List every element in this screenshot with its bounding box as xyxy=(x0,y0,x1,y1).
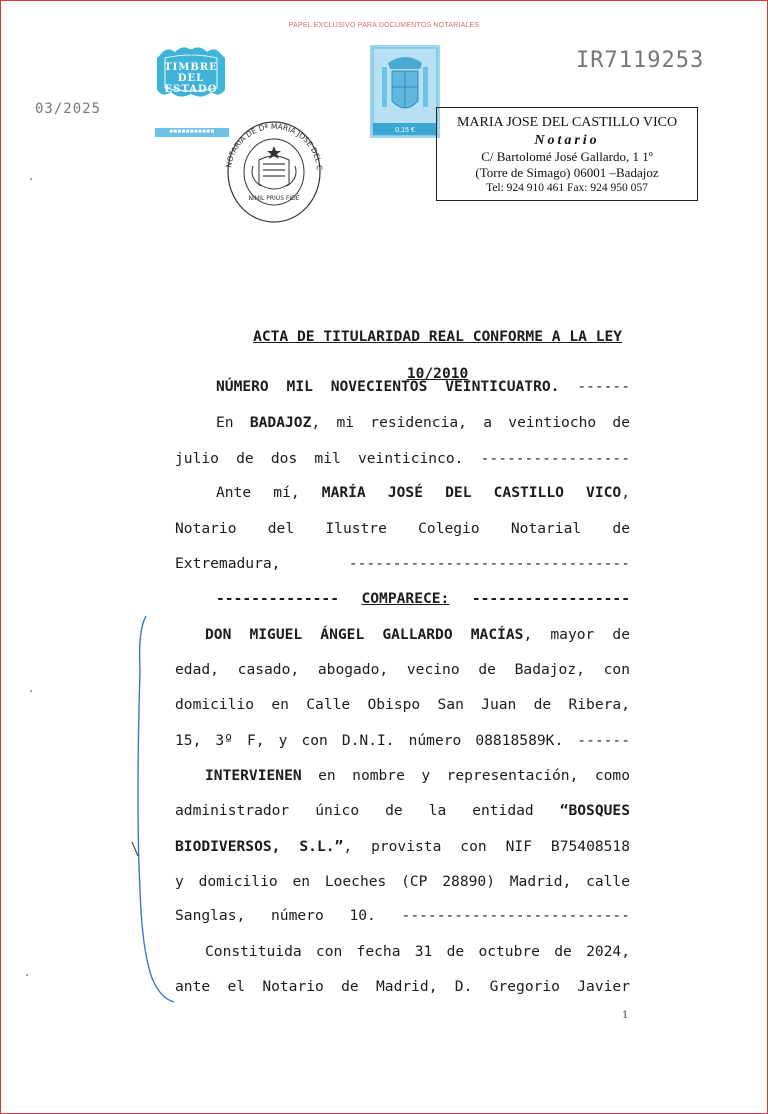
p4-text-a: en nombre y representación, como xyxy=(301,767,630,784)
p3-line4: 15, 3º F, y con D.N.I. número 08818589K. xyxy=(175,732,564,749)
p3-line3: domicilio en Calle Obispo San Juan de Ribera, xyxy=(175,696,630,713)
notary-address-1: C/ Bartolomé José Gallardo, 1 1º xyxy=(481,149,653,164)
p4-line3-a: , provista con NIF B75408518 xyxy=(343,838,631,855)
document-title-line1: ACTA DE TITULARIDAD REAL CONFORME A LA LEY xyxy=(253,328,623,345)
p2-text-b: , xyxy=(621,484,630,501)
timbre-line1: TIMBRE xyxy=(164,62,218,73)
separator-dashes: ----------------- xyxy=(480,450,630,467)
separator-dashes: -------------- xyxy=(216,590,340,607)
p1-text-b: , mi residencia, a veintiocho de xyxy=(311,414,630,431)
document-title-line2: 10/2010 xyxy=(406,365,469,382)
p4-line2-a: administrador único de la entidad xyxy=(175,802,534,819)
stamp-value: 0,15 € xyxy=(395,127,415,134)
notary-contact: Tel: 924 910 461 Fax: 924 950 057 xyxy=(486,182,648,194)
serial-number: IR7119253 xyxy=(576,48,705,73)
p2-text-a: Ante mí, xyxy=(216,484,322,501)
notary-address-2: (Torre de Simago) 06001 –Badajoz xyxy=(475,165,659,180)
p1-city: BADAJOZ xyxy=(249,414,312,431)
separator-dashes: -------------------------------- xyxy=(348,555,630,572)
timbre-line2: DEL ESTADO xyxy=(164,73,218,95)
separator-dashes: ------ xyxy=(577,378,630,395)
page-number: 1 xyxy=(622,1010,629,1021)
notary-role: Notario xyxy=(534,133,600,148)
separator-dashes: -------------------------- xyxy=(401,907,630,924)
notary-name: MARIA JOSE DEL CASTILLO VICO xyxy=(456,115,678,130)
date-stamp: 03/2025 xyxy=(35,101,102,117)
paper-notice: PAPEL EXCLUSIVO PARA DOCUMENTOS NOTARIALES xyxy=(288,22,480,29)
p4-company-name-a: “BOSQUES xyxy=(559,802,630,819)
p2-line2: Notario del Ilustre Colegio Notarial de xyxy=(175,520,630,537)
p2-notary-name: MARÍA JOSÉ DEL CASTILLO VICO xyxy=(321,484,622,501)
p4-interveniene: INTERVIENEN xyxy=(205,767,302,784)
p4-line5: Sanglas, número 10. xyxy=(175,907,376,924)
comparece-heading: COMPARECE: xyxy=(361,590,450,607)
p2-line3: Extremadura, xyxy=(175,555,281,572)
p1-line2: julio de dos mil veinticinco. xyxy=(175,450,464,467)
document-number: NÚMERO MIL NOVECIENTOS VEINTICUATRO. xyxy=(216,378,560,395)
p4-company-name-b: BIODIVERSOS, S.L.” xyxy=(175,838,344,855)
separator-dashes: ------------------ xyxy=(471,590,630,607)
p4-line4: y domicilio en Loeches (CP 28890) Madrid, calle xyxy=(175,873,630,890)
p3-line2: edad, casado, abogado, vecino de Badajoz, con xyxy=(175,661,630,678)
p3-person-name: DON MIGUEL ÁNGEL GALLARDO MACÍAS xyxy=(205,626,524,643)
p3-text-a: , mayor de xyxy=(523,626,630,643)
blue-strip: ■■■■■■■■■■■ xyxy=(155,128,229,137)
p1-text-a: En xyxy=(216,414,250,431)
seal-motto: NIHIL PRIUS FIDE xyxy=(248,195,300,202)
p5-line1: Constituida con fecha 31 de octubre de 2024, xyxy=(205,943,630,960)
separator-dashes: ------ xyxy=(577,732,630,749)
seal-text: NOTARIA DE Dª MARIA JOSE DEL C xyxy=(224,121,325,171)
p5-line2: ante el Notario de Madrid, D. Gregorio Javier xyxy=(175,978,630,995)
